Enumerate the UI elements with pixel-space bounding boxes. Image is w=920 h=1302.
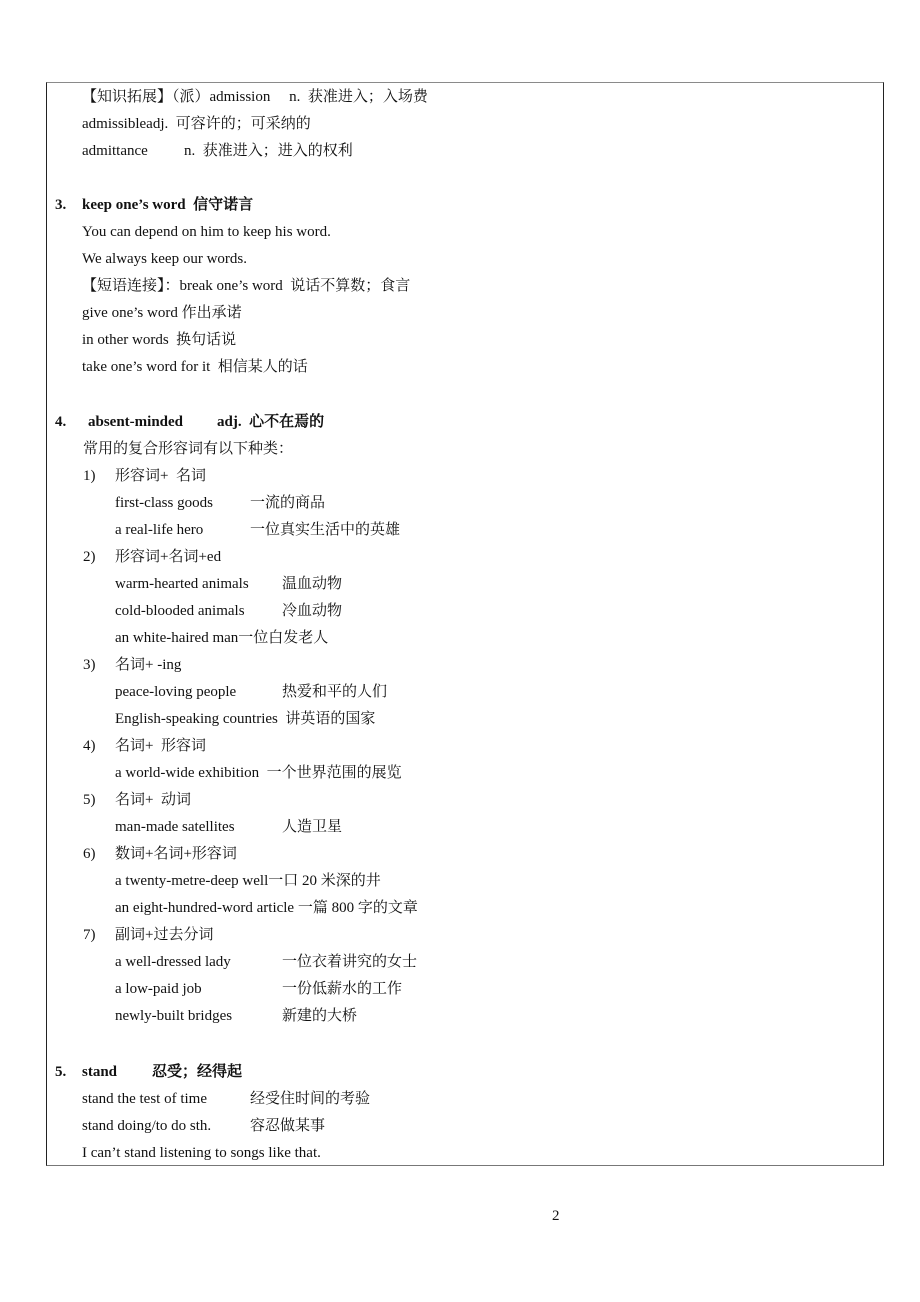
item-3-example: We always keep our words. — [82, 251, 247, 267]
group-4-pattern: 名词+ 形容词 — [115, 738, 206, 754]
item-3-number: 3. — [55, 197, 67, 213]
item-5-number: 5. — [55, 1064, 67, 1080]
example-en: newly-built bridges — [115, 1008, 233, 1024]
example-en: warm-hearted animals — [115, 576, 249, 592]
group-2-number: 2) — [83, 549, 96, 565]
item-4-title-pos: adj. 心不在焉的 — [217, 414, 325, 430]
example-zh: 热爱和平的人们 — [282, 684, 388, 700]
expansion-line-3-def: n. 获准进入；进入的权利 — [184, 143, 353, 159]
group-3-number: 3) — [83, 657, 96, 673]
item-4-title: absent-minded — [88, 414, 184, 430]
example-en: cold-blooded animals — [115, 603, 245, 619]
group-1-number: 1) — [83, 468, 96, 484]
example-en: a well-dressed lady — [115, 954, 231, 970]
group-6-number: 6) — [83, 846, 96, 862]
item-3-phrase: take one’s word for it 相信某人的话 — [82, 359, 308, 375]
example-zh: 经受住时间的考验 — [250, 1091, 371, 1107]
example-en: a world-wide exhibition 一个世界范围的展览 — [115, 765, 402, 781]
example-zh: 冷血动物 — [282, 603, 343, 619]
expansion-line-2: admissibleadj. 可容许的；可采纳的 — [82, 116, 311, 132]
item-3-phrase-link: 【短语连接】：break one’s word 说话不算数；食言 — [82, 278, 411, 294]
expansion-line-3-term: admittance — [82, 143, 148, 159]
item-3-phrase: give one’s word 作出承诺 — [82, 305, 242, 321]
example-en: peace-loving people — [115, 684, 237, 700]
example-zh: 一位真实生活中的英雄 — [250, 522, 401, 538]
example-zh: 一位衣着讲究的女士 — [282, 954, 418, 970]
example-zh: 容忍做某事 — [250, 1118, 326, 1134]
group-6-pattern: 数词+名词+形容词 — [115, 846, 237, 862]
group-1-pattern: 形容词+ 名词 — [115, 468, 206, 484]
item-3-title: keep one’s word 信守诺言 — [82, 197, 254, 213]
item-3-example: You can depend on him to keep his word. — [82, 224, 331, 240]
example-en: first-class goods — [115, 495, 213, 511]
example-zh: 新建的大桥 — [282, 1008, 358, 1024]
example-zh: 一流的商品 — [250, 495, 326, 511]
group-7-number: 7) — [83, 927, 96, 943]
example-sentence: I can’t stand listening to songs like that. — [82, 1145, 321, 1161]
page-number: 2 — [552, 1208, 560, 1224]
example-en: a low-paid job — [115, 981, 202, 997]
example-en: an eight-hundred-word article 一篇 800 字的文章 — [115, 900, 418, 916]
group-2-pattern: 形容词+名词+ed — [115, 549, 222, 565]
group-7-pattern: 副词+过去分词 — [115, 927, 214, 943]
example-en: man-made satellites — [115, 819, 235, 835]
item-4-intro: 常用的复合形容词有以下种类： — [83, 441, 294, 457]
example-zh: 人造卫星 — [282, 819, 343, 835]
group-3-pattern: 名词+ -ing — [115, 657, 182, 673]
expansion-line-1: 【知识拓展】（派）admission n. 获准进入；入场费 — [82, 89, 428, 105]
item-4-number: 4. — [55, 414, 67, 430]
example-en: a twenty-metre-deep well一口 20 米深的井 — [115, 873, 381, 889]
group-5-number: 5) — [83, 792, 96, 808]
item-3-phrase: in other words 换句话说 — [82, 332, 237, 348]
example-zh: 一份低薪水的工作 — [282, 981, 403, 997]
item-5-title-def: 忍受；经得起 — [152, 1064, 243, 1080]
example-en: stand doing/to do sth. — [82, 1118, 212, 1134]
example-en: an white-haired man一位白发老人 — [115, 630, 329, 646]
example-en: a real-life hero — [115, 522, 204, 538]
item-5-title: stand — [82, 1064, 118, 1080]
group-4-number: 4) — [83, 738, 96, 754]
example-zh: 温血动物 — [282, 576, 343, 592]
example-en: stand the test of time — [82, 1091, 207, 1107]
group-5-pattern: 名词+ 动词 — [115, 792, 191, 808]
content-box — [46, 82, 884, 1166]
example-en: English-speaking countries 讲英语的国家 — [115, 711, 376, 727]
